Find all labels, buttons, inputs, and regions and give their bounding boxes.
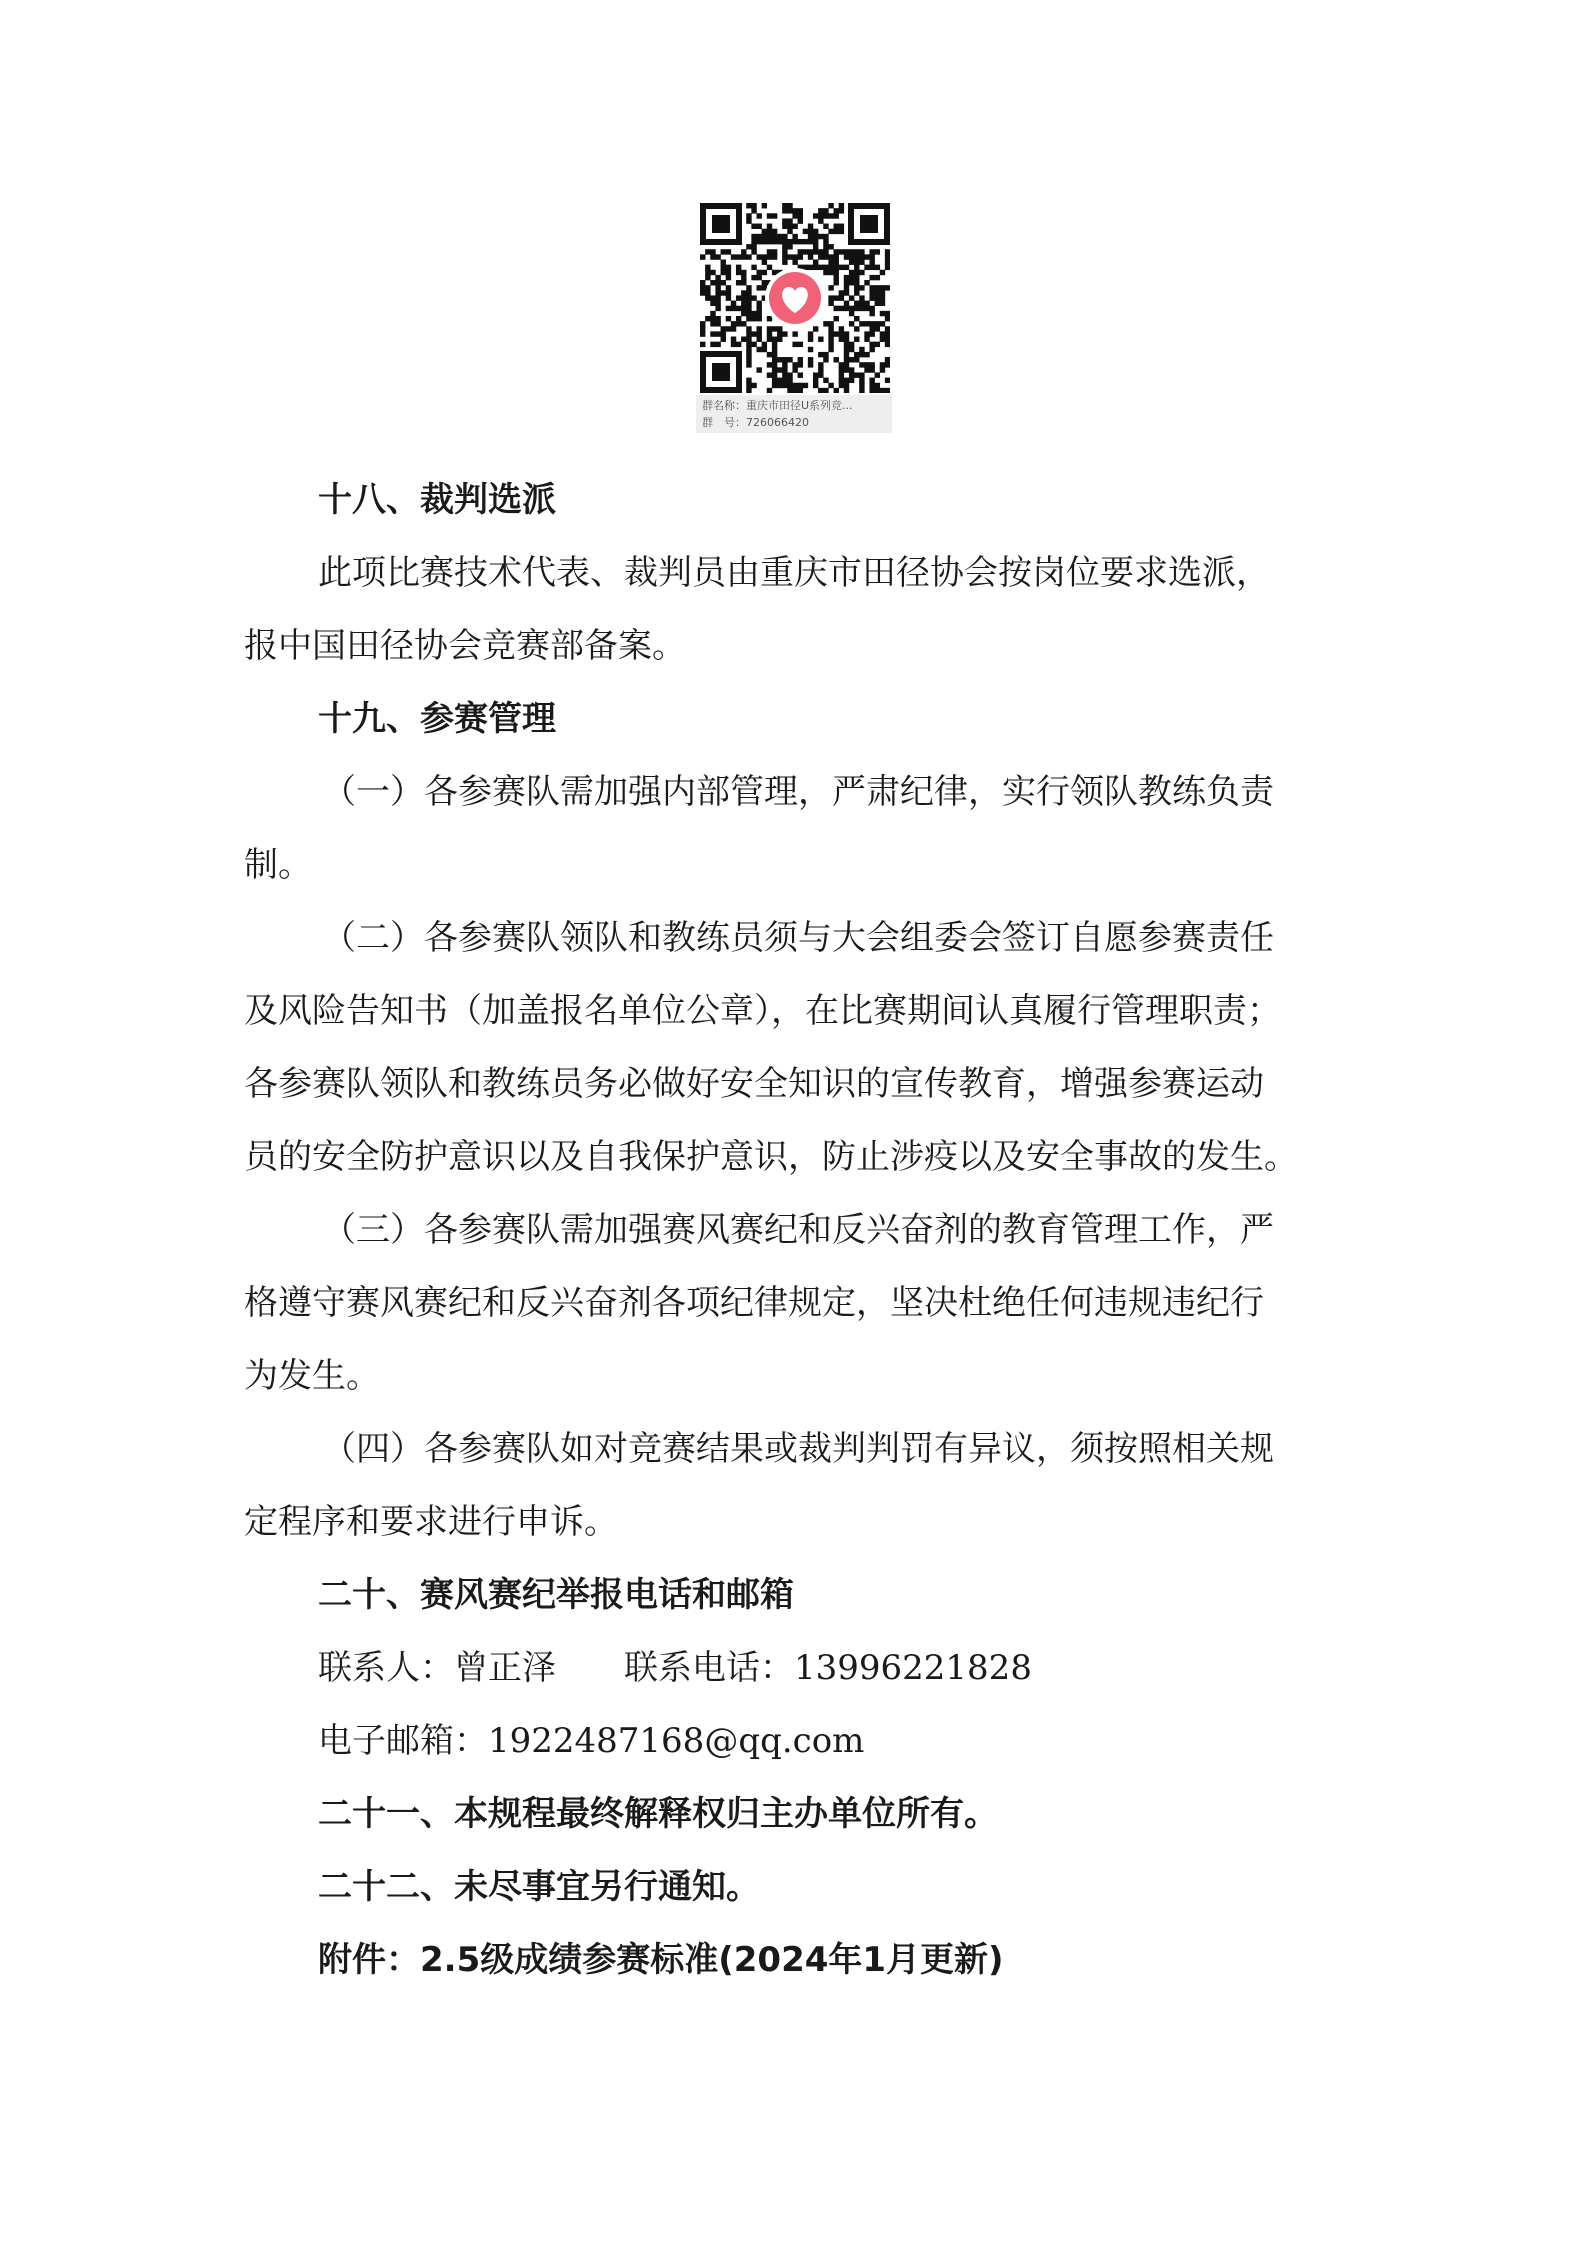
section-18-heading: 十八、裁判选派 <box>318 480 556 520</box>
section-20-heading: 二十、赛风赛纪举报电话和邮箱 <box>318 1575 794 1615</box>
section-22-heading: 二十二、未尽事宜另行通知。 <box>318 1867 760 1907</box>
qr-group-name: 群名称：重庆市田径U系列竞... <box>702 399 853 412</box>
qr-code-image <box>700 203 890 393</box>
attachment-line: 附件：2.5级成绩参赛标准(2024年1月更新) <box>318 1940 1004 1980</box>
section-18-paragraph-line-2: 报中国田径协会竞赛部备案。 <box>244 626 686 666</box>
qr-code-card <box>688 195 900 437</box>
section-19-item-1-line-2: 制。 <box>244 845 312 885</box>
section-19-item-4-line-1: （四）各参赛队如对竞赛结果或裁判判罚有异议，须按照相关规 <box>322 1429 1274 1469</box>
section-18-paragraph-line-1: 此项比赛技术代表、裁判员由重庆市田径协会按岗位要求选派， <box>318 553 1270 593</box>
email-line: 电子邮箱：1922487168@qq.com <box>318 1721 865 1761</box>
section-19-item-4-line-2: 定程序和要求进行申诉。 <box>244 1502 618 1542</box>
section-19-item-2-line-3: 各参赛队领队和教练员务必做好安全知识的宣传教育，增强参赛运动 <box>244 1064 1264 1104</box>
qr-caption <box>696 395 892 433</box>
section-19-item-2-line-4: 员的安全防护意识以及自我保护意识，防止涉疫以及安全事故的发生。 <box>244 1137 1298 1177</box>
section-19-heading: 十九、参赛管理 <box>318 699 556 739</box>
section-19-item-2-line-1: （二）各参赛队领队和教练员须与大会组委会签订自愿参赛责任 <box>322 918 1274 958</box>
contact-line: 联系人：曾正泽 联系电话：13996221828 <box>318 1648 1032 1688</box>
section-19-item-1-line-1: （一）各参赛队需加强内部管理，严肃纪律，实行领队教练负责 <box>322 772 1274 812</box>
section-19-item-3-line-1: （三）各参赛队需加强赛风赛纪和反兴奋剂的教育管理工作，严 <box>322 1210 1274 1250</box>
section-21-heading: 二十一、本规程最终解释权归主办单位所有。 <box>318 1794 998 1834</box>
heart-icon <box>765 268 825 328</box>
section-19-item-3-line-2: 格遵守赛风赛纪和反兴奋剂各项纪律规定，坚决杜绝任何违规违纪行 <box>244 1283 1264 1323</box>
section-19-item-2-line-2: 及风险告知书（加盖报名单位公章），在比赛期间认真履行管理职责； <box>244 991 1281 1031</box>
section-19-item-3-line-3: 为发生。 <box>244 1356 380 1396</box>
qr-group-id: 群 号：726066420 <box>702 416 809 429</box>
